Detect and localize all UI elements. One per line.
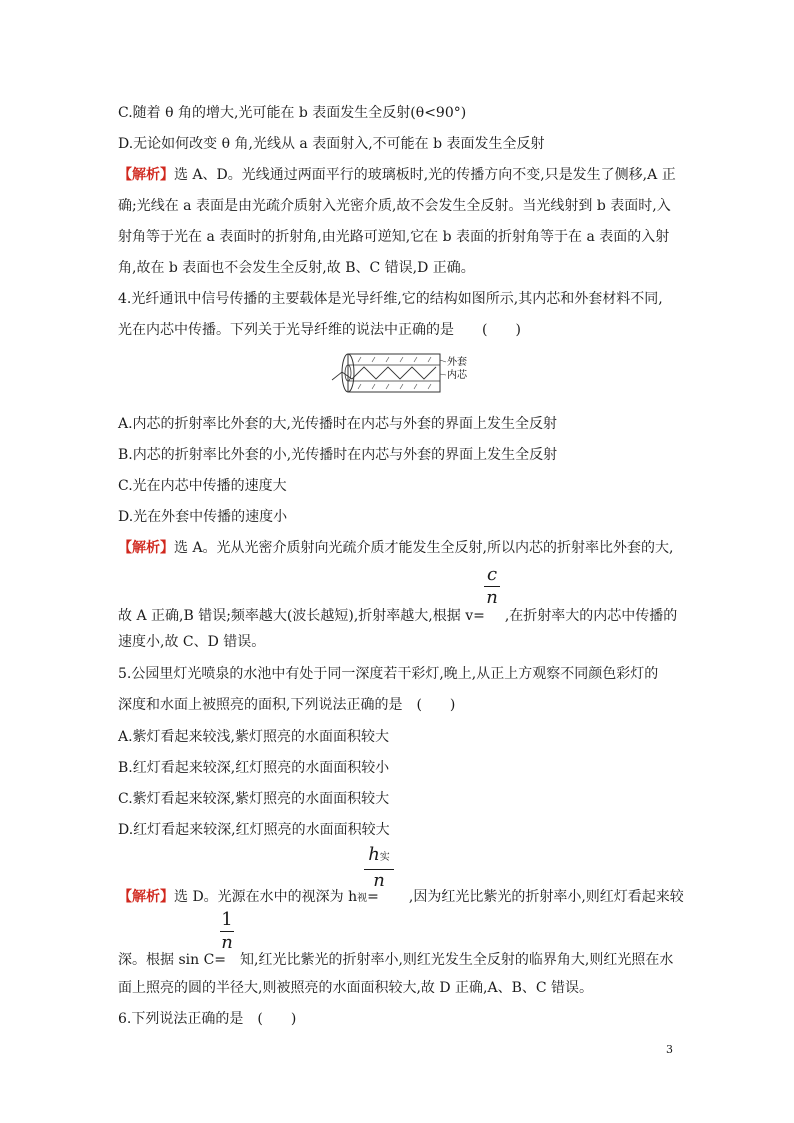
page-number: 3	[666, 1043, 673, 1056]
option-d-q3: D.无论如何改变 θ 角,光线从 a 表面射入,不可能在 b 表面发生全反射	[118, 136, 545, 152]
fraction-h-over-n	[364, 845, 394, 891]
text-after-fraction: 知,红光比紫光的折射率小,则红光发生全反射的临界角大,则红光照在水	[240, 952, 674, 968]
analysis-q5-line1	[118, 887, 684, 909]
label-outer: 外套	[447, 357, 467, 368]
text-after-fraction: ,因为红光比紫光的折射率小,则红灯看起来较	[408, 889, 684, 905]
option-b-q5: B.红灯看起来较深,红灯照亮的水面面积较小	[118, 760, 390, 776]
fraction-denominator: n	[486, 587, 498, 608]
option-d-q4: D.光在外套中传播的速度小	[118, 509, 288, 525]
option-a-q5: A.紫灯看起来较浅,紫灯照亮的水面面积较大	[118, 729, 390, 745]
optical-fiber-figure	[330, 350, 480, 402]
analysis-text: 选 A。光从光密介质射向光疏介质才能发生全反射,所以内芯的折射率比外套的大,	[174, 540, 674, 556]
analysis-q4-line1	[118, 538, 673, 558]
label-core: 内芯	[447, 370, 467, 381]
text-before-fraction: 深。根据 sin C=	[118, 952, 227, 968]
equals-sign: =	[367, 889, 379, 905]
option-c-q5: C.紫灯看起来较深,紫灯照亮的水面面积较大	[118, 791, 390, 807]
subscript-apparent: 视	[357, 893, 368, 904]
analysis-tag: 【解析】	[118, 167, 174, 183]
question-4-line2: 光在内芯中传播。下列关于光导纤维的说法中正确的是 ( )	[118, 322, 521, 338]
analysis-q5-line2	[118, 950, 673, 970]
analysis-text: 选 D。光源在水中的视深为 h	[174, 889, 358, 905]
question-6: 6.下列说法正确的是 ( )	[118, 1011, 297, 1027]
option-c-q3: C.随着 θ 角的增大,光可能在 b 表面发生全反射(θ<90°)	[118, 105, 467, 121]
fraction-subscript: 实	[379, 852, 390, 863]
analysis-text: 选 A、D。光线通过两面平行的玻璃板时,光的传播方向不变,只是发生了侧移,A 正	[174, 167, 676, 183]
option-c-q4: C.光在内芯中传播的速度大	[118, 478, 287, 494]
question-4-line1: 4.光纤通讯中信号传播的主要载体是光导纤维,它的结构如图所示,其内芯和外套材料不同,	[118, 291, 663, 307]
question-5-line2: 深度和水面上被照亮的面积,下列说法正确的是 ( )	[118, 697, 456, 713]
fraction-1-over-n	[220, 910, 234, 953]
analysis-q3-line4: 角,故在 b 表面也不会发生全反射,故 B、C 错误,D 正确。	[118, 260, 475, 276]
analysis-q5-line3: 面上照亮的圆的半径大,则被照亮的水面面积较大,故 D 正确,A、B、C 错误。	[118, 980, 594, 996]
option-d-q5: D.红灯看起来较深,红灯照亮的水面面积较大	[118, 822, 390, 838]
analysis-q3-line2: 确;光线在 a 表面是由光疏介质射入光密介质,故不会发生全反射。当光线射到 b 表面时,入	[118, 198, 671, 214]
analysis-tag: 【解析】	[118, 540, 174, 556]
fraction-denominator: n	[221, 932, 233, 953]
analysis-q4-line3: 速度小,故 C、D 错误。	[118, 634, 266, 650]
option-a-q4: A.内芯的折射率比外套的大,光传播时在内芯与外套的界面上发生全反射	[118, 416, 558, 432]
fraction-numerator: h	[368, 844, 380, 865]
fraction-c-over-n	[484, 565, 500, 608]
text-before-fraction: 故 A 正确,B 错误;频率越大(波长越短),折射率越大,根据 v=	[118, 608, 485, 624]
question-5-line1: 5.公园里灯光喷泉的水池中有处于同一深度若干彩灯,晚上,从正上方观察不同颜色彩灯的	[118, 666, 659, 682]
analysis-tag: 【解析】	[118, 889, 174, 905]
fraction-denominator: n	[373, 870, 385, 891]
analysis-q3-line1	[118, 165, 676, 185]
fraction-numerator: 1	[221, 909, 233, 930]
text-after-fraction: ,在折射率大的内芯中传播的	[504, 608, 678, 624]
analysis-q3-line3: 射角等于光在 a 表面时的折射角,由光路可逆知,它在 b 表面的折射角等于在 a 表面的入射	[118, 229, 670, 245]
fiber-diagram	[330, 350, 480, 398]
fraction-numerator: c	[486, 564, 498, 585]
option-b-q4: B.内芯的折射率比外套的小,光传播时在内芯与外套的界面上发生全反射	[118, 447, 558, 463]
analysis-q4-line2	[118, 606, 677, 626]
